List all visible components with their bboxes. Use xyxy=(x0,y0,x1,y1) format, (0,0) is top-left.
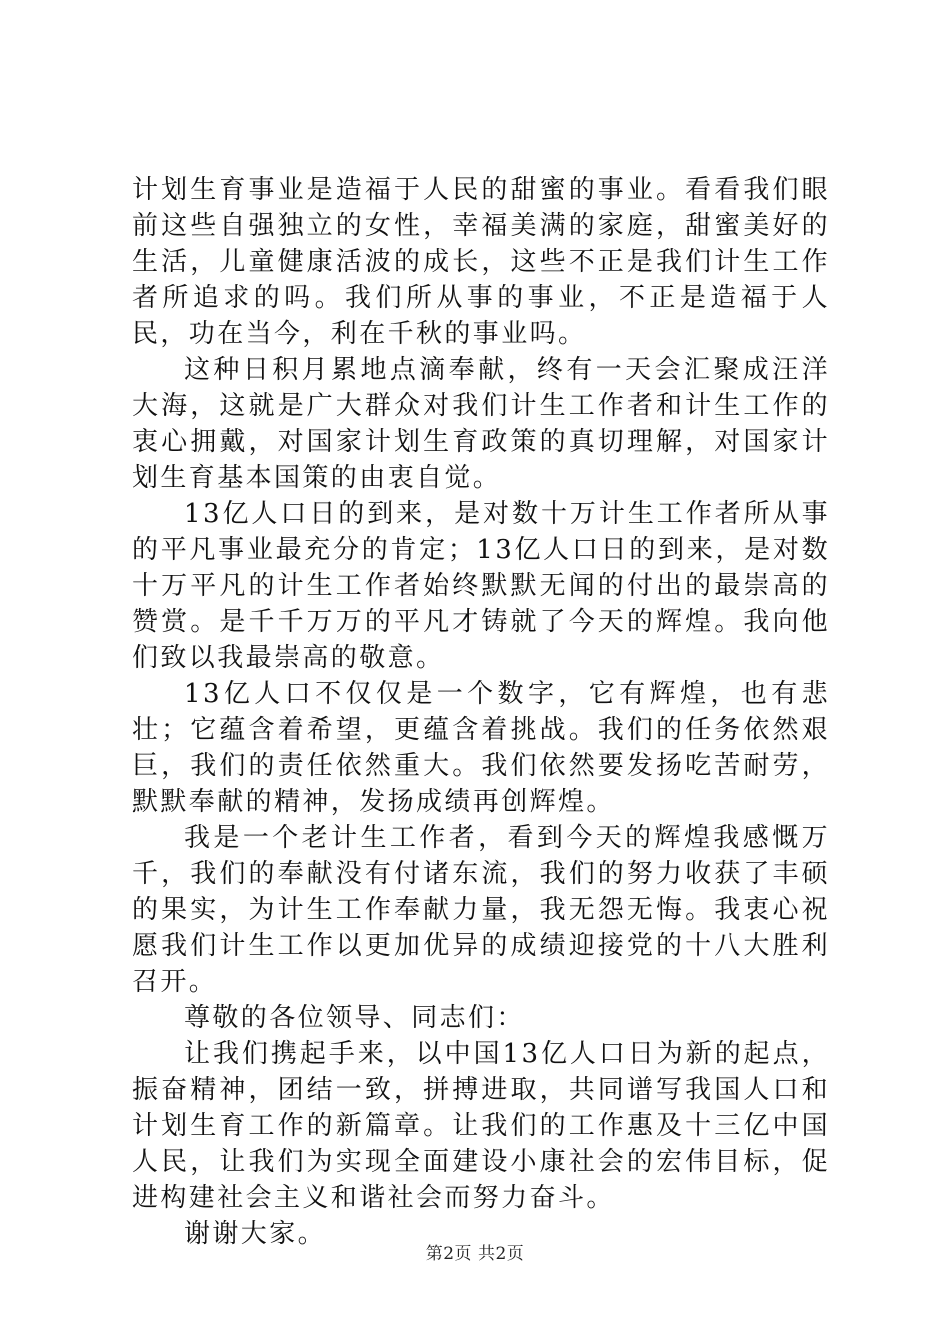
body-paragraph-3: 13亿人口日的到来，是对数十万计生工作者所从事的平凡事业最充分的肯定；13亿人口日的到来，是对数十万平凡的计生工作者始终默默无闻的付出的最崇高的赞赏。是千千万万的平凡才铸就了今天的辉煌。我向他们致以我最崇高的敬意。 xyxy=(132,499,830,673)
body-paragraph-1: 计划生育事业是造福于人民的甜蜜的事业。看看我们眼前这些自强独立的女性，幸福美满的家庭，甜蜜美好的生活，儿童健康活波的成长，这些不正是我们计生工作者所追求的吗。我们所从事的事业，不正是造福于人民，功在当今，利在千秋的事业吗。 xyxy=(132,175,830,349)
body-paragraph-5: 我是一个老计生工作者，看到今天的辉煌我感慨万千，我们的奉献没有付诸东流，我们的努力收获了丰硕的果实，为计生工作奉献力量，我无怨无悔。我衷心祝愿我们计生工作以更加优异的成绩迎接党的十八大胜利召开。 xyxy=(132,823,830,997)
body-paragraph-closing-call: 让我们携起手来，以中国13亿人口日为新的起点，振奋精神，团结一致，拼搏进取，共同谱写我国人口和计划生育工作的新篇章。让我们的工作惠及十三亿中国人民，让我们为实现全面建设小康社会的宏伟目标，促进构建社会主义和谐社会而努力奋斗。 xyxy=(132,1039,830,1213)
page-number-footer: 第2页 共2页 xyxy=(425,1244,525,1264)
closing-thanks: 谢谢大家。 xyxy=(184,1219,327,1249)
body-paragraph-2: 这种日积月累地点滴奉献，终有一天会汇聚成汪洋大海，这就是广大群众对我们计生工作者和计生工作的衷心拥戴，对国家计划生育政策的真切理解，对国家计划生育基本国策的由衷自觉。 xyxy=(132,355,830,493)
body-paragraph-4: 13亿人口不仅仅是一个数字，它有辉煌，也有悲壮；它蕴含着希望，更蕴含着挑战。我们的任务依然艰巨，我们的责任依然重大。我们依然要发扬吃苦耐劳，默默奉献的精神，发扬成绩再创辉煌。 xyxy=(132,679,830,817)
salutation-paragraph: 尊敬的各位领导、同志们： xyxy=(184,1003,525,1033)
document-body xyxy=(132,172,830,1252)
